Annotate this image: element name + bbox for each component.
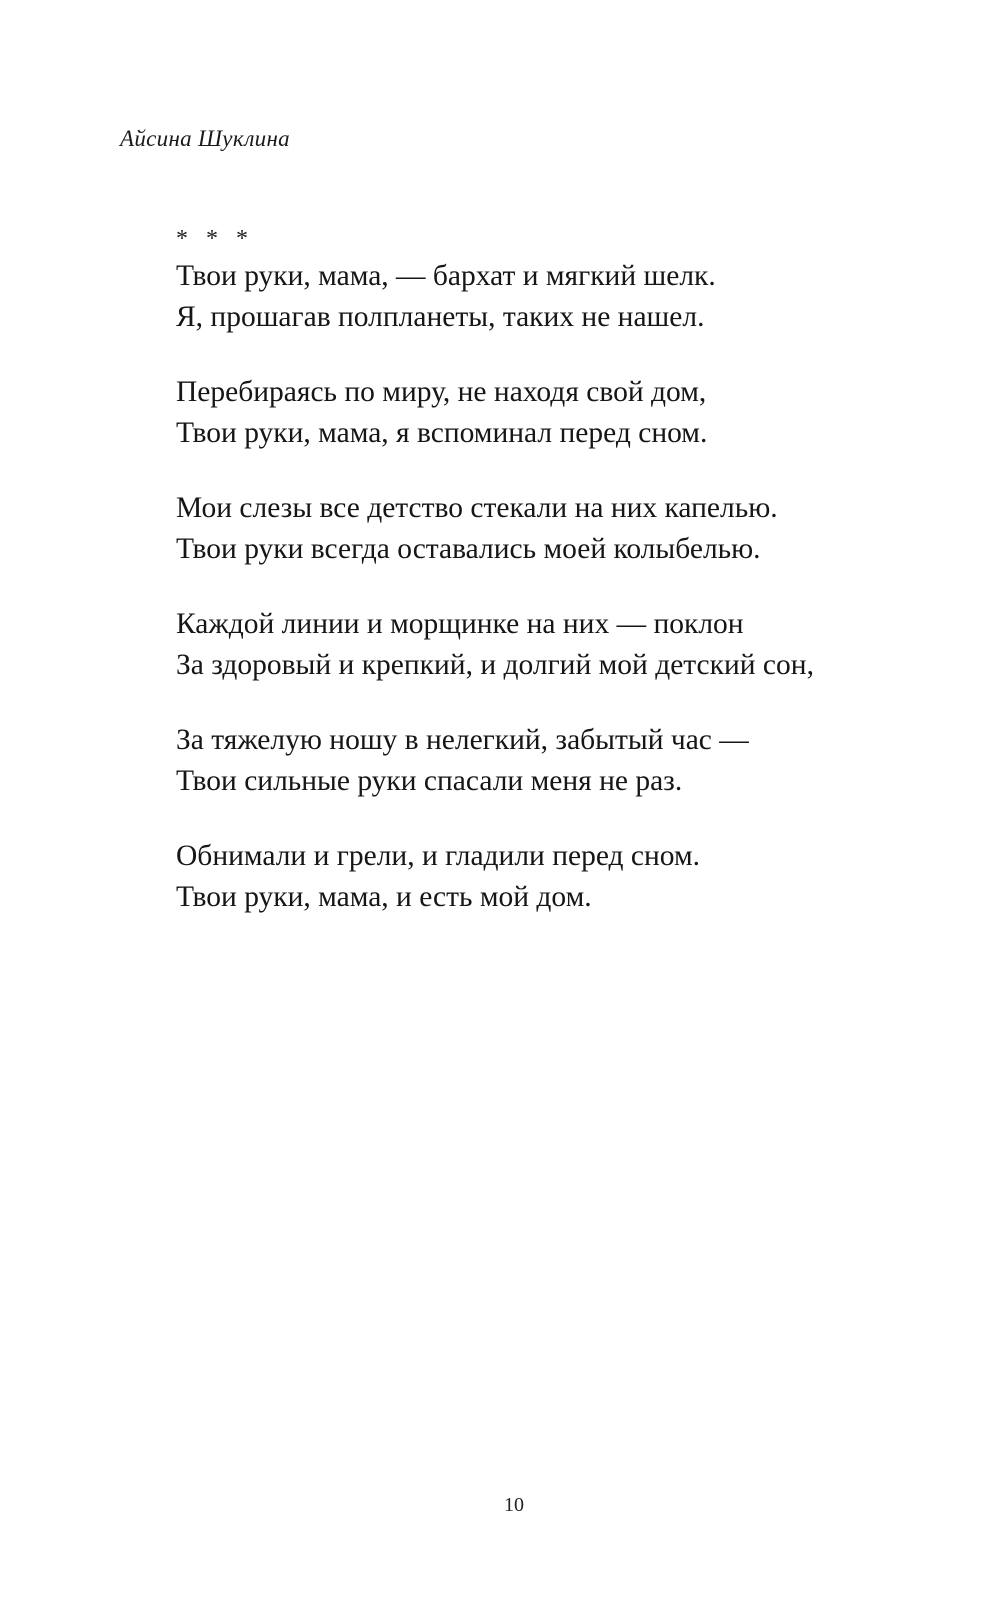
stanza — [176, 372, 956, 454]
poem-line: Твои руки, мама, — бархат и мягкий шелк. — [176, 260, 716, 292]
stanza — [176, 488, 956, 570]
poem-line: Твои сильные руки спасали меня не раз. — [176, 765, 683, 797]
stanza — [176, 720, 956, 802]
poem-line: Каждой линии и морщинке на них — поклон — [176, 608, 744, 640]
poem-line: Я, прошагав полпланеты, таких не нашел. — [176, 301, 705, 333]
stanza — [176, 604, 956, 686]
poem — [176, 222, 956, 952]
page-number: 10 — [504, 1494, 524, 1516]
poem-line: Твои руки, мама, я вспоминал перед сном. — [176, 417, 708, 449]
poem-line: Мои слезы все детство стекали на них капелью. — [176, 492, 778, 524]
running-header-author: Айсина Шуклина — [120, 126, 290, 151]
poem-line: За здоровый и крепкий, и долгий мой детский сон, — [176, 649, 814, 681]
stanza — [176, 836, 956, 918]
poem-line: Твои руки, мама, и есть мой дом. — [176, 881, 592, 913]
poem-line: Перебираясь по миру, не находя свой дом, — [176, 376, 707, 408]
poem-line: Обнимали и грели, и гладили перед сном. — [176, 840, 701, 872]
stanza-separator: * * * — [176, 226, 254, 252]
stanza — [176, 256, 956, 338]
poem-line: За тяжелую ношу в нелегкий, забытый час — — [176, 724, 749, 756]
poem-line: Твои руки всегда оставались моей колыбелью. — [176, 533, 761, 565]
